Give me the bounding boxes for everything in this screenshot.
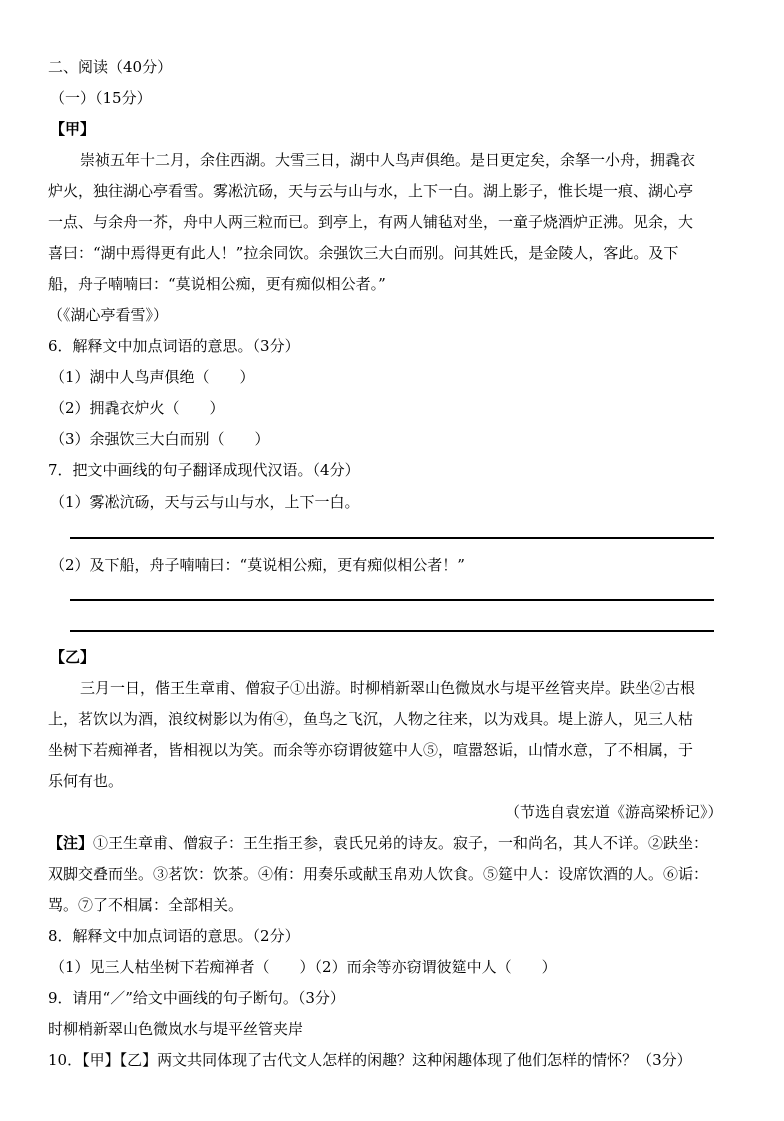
question-6-stem: 6．解释文中加点词语的意思。（3分） xyxy=(48,337,300,355)
passage-a-line-3: 一点、与余舟一芥，舟中人两三粒而已。到亭上，有两人铺毡对坐，一童子烧酒炉正沸。见余，大 xyxy=(48,213,694,231)
passage-a-line-2: 炉火，独往湖心亭看雪。雾凇沆砀，天与云与山与水，上下一白。湖上影子，惟长堤一痕、湖心亭 xyxy=(48,182,694,200)
question-8-stem: 8．解释文中加点词语的意思。（2分） xyxy=(48,927,300,945)
passage-a-label: 【甲】 xyxy=(50,120,96,138)
question-7-item-1: （1）雾凇沆砀，天与云与山与水，上下一白。 xyxy=(50,493,360,511)
section-title: 二、阅读（40分） xyxy=(48,58,173,76)
note-label: 【注】 xyxy=(48,834,94,852)
passage-a-line-1: 崇祯五年十二月，余住西湖。大雪三日，湖中人鸟声俱绝。是日更定矣，余拏一小舟，拥毳衣 xyxy=(80,151,696,169)
note-block xyxy=(48,833,708,853)
passage-b-source: （节选自袁宏道《游高梁桥记》） xyxy=(505,803,723,821)
question-8-items: （1）见三人枯坐树下若痴禅者（ ）（2）而余等亦窃谓彼筵中人（ ） xyxy=(50,958,557,976)
answer-line xyxy=(70,537,714,539)
passage-b-line-1: 三月一日，偕王生章甫、僧寂子①出游。时柳梢新翠山色微岚水与堤平丝管夹岸。趺坐②古根 xyxy=(80,679,696,697)
passage-b-line-4: 乐何有也。 xyxy=(48,772,124,790)
question-6-item-2: （2）拥毳衣炉火（ ） xyxy=(50,399,225,417)
passage-b-line-2: 上，茗饮以为酒，浪纹树影以为侑④，鱼鸟之飞沉，人物之往来，以为戏具。堤上游人，见三人枯 xyxy=(48,710,694,728)
passage-a-line-5: 船，舟子喃喃曰：“莫说相公痴，更有痴似相公者。” xyxy=(48,275,386,293)
question-6-item-3: （3）余强饮三大白而别（ ） xyxy=(50,430,270,448)
question-7-stem: 7．把文中画线的句子翻译成现代汉语。（4分） xyxy=(48,461,360,479)
part-title: （一）（15分） xyxy=(50,89,152,107)
passage-b-label: 【乙】 xyxy=(50,648,96,666)
passage-b-line-3: 坐树下若痴禅者，皆相视以为笑。而余等亦窃谓彼筵中人⑤，喧嚣怒诟，山情水意，了不相属，于 xyxy=(48,741,694,759)
note-line-1: ①王生章甫、僧寂子：王生指王参，袁氏兄弟的诗友。寂子，一和尚名，其人不详。②趺坐： xyxy=(93,834,709,852)
question-9-sentence: 时柳梢新翠山色微岚水与堤平丝管夹岸 xyxy=(48,1020,304,1038)
question-7-item-2: （2）及下船，舟子喃喃曰：“莫说相公痴，更有痴似相公者！” xyxy=(50,556,465,574)
question-6-item-1: （1）湖中人鸟声俱绝（ ） xyxy=(50,368,255,386)
answer-line xyxy=(70,630,714,632)
question-9-stem: 9．请用“／”给文中画线的句子断句。（3分） xyxy=(48,989,345,1007)
note-line-3: 骂。⑦了不相属：全部相关。 xyxy=(48,896,244,914)
answer-line xyxy=(70,599,714,601)
question-10-stem: 10．【甲】【乙】两文共同体现了古代文人怎样的闲趣？这种闲趣体现了他们怎样的情怀？（3分） xyxy=(48,1051,692,1069)
passage-a-line-4: 喜曰：“湖中焉得更有此人！”拉余同饮。余强饮三大白而别。问其姓氏，是金陵人，客此。及下 xyxy=(48,244,679,262)
note-line-2: 双脚交叠而坐。③茗饮：饮茶。④侑：用奏乐或献玉帛劝人饮食。⑤筵中人：设席饮酒的人。⑥诟： xyxy=(48,865,709,883)
passage-a-source: （《湖心亭看雪》） xyxy=(48,306,169,324)
